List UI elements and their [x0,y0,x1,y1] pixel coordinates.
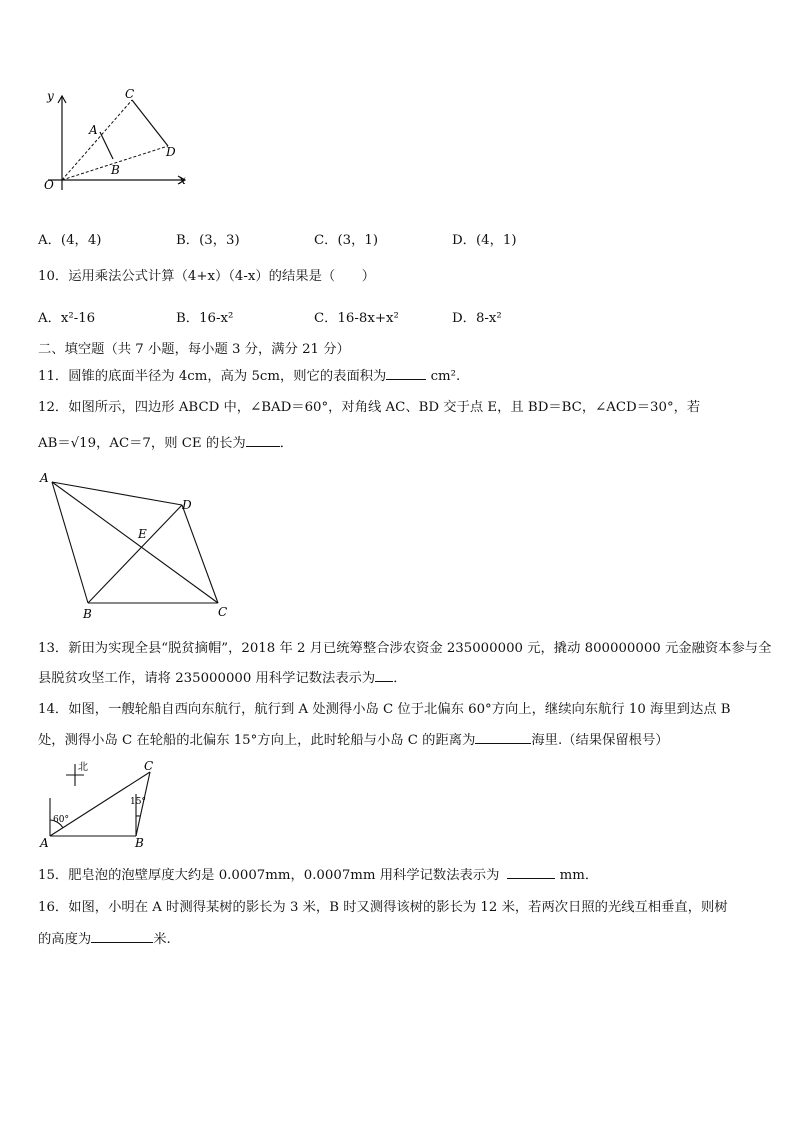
q14-line1: 14．如图，一艘轮船自西向东航行，航行到 A 处测得小岛 C 位于北偏东 60°方向上，继续向东航行 10 海里到达点 B [38,702,731,717]
q15-text: 15．肥皂泡的泡壁厚度大约是 0.0007mm，0.0007mm 用科学记数法表示为 [38,868,500,883]
angle-label-60: 60° [53,815,69,825]
q16-answer-blank[interactable] [91,930,153,943]
q13-line1: 13．新田为实现全县“脱贫摘帽”，2018 年 2 月已统筹整合涉农资金 235000000 元，撬动 800000000 元金融资本参与全 [38,641,772,656]
q12-period: ． [279,436,294,451]
q9-option-c: C．(3，1) [314,233,379,248]
q12-answer-blank[interactable] [246,434,280,447]
q10-option-a: A．x²-16 [38,311,96,326]
diagonal-bd [88,505,182,603]
label-x: x [179,173,186,187]
q10-text: 10．运用乘法公式计算（4+x）（4-x）的结果是（ ） [38,269,376,284]
q13-line2 [38,667,407,686]
q11-unit: cm². [426,369,461,384]
q9-option-a: A．(4，4) [38,233,102,248]
q11-answer-blank[interactable] [386,367,426,380]
label-a: A [89,123,98,137]
q13-period: ． [393,671,407,686]
dashed-oc [62,100,132,180]
q15 [38,864,598,883]
diagonal-ac [52,482,218,603]
q13-answer-blank[interactable] [375,669,393,682]
q14-line2 [38,729,669,748]
north-label: 北 [78,762,88,773]
q14-answer-blank[interactable] [475,731,531,744]
q16-text: 的高度为 [38,932,92,947]
q12-line1: 12．如图所示，四边形 ABCD 中，∠BAD＝60°，对角线 AC、BD 交于点 E，且 BD＝BC，∠ACD＝30°，若 [38,400,701,415]
label-c: C [144,759,154,773]
q16-tail: 米. [153,932,171,947]
label-o: O [44,178,54,192]
section-heading: 二、填空题（共 7 小题，每小题 3 分，满分 21 分） [38,342,350,357]
label-a: A [40,836,49,850]
q15-unit: mm． [555,868,599,883]
label-a: A [40,471,49,485]
q11-text: 11．圆锥的底面半径为 4cm，高为 5cm，则它的表面积为 [38,369,387,384]
figure-ship-island [38,758,168,850]
q16-line2 [38,928,171,947]
segment-ab [100,132,113,159]
q10-option-d: D．8-x² [452,311,502,326]
side-ba [52,482,88,603]
label-c: C [125,87,135,101]
label-c: C [218,605,228,619]
q14-text: 处，测得小岛 C 在轮船的北偏东 15°方向上，此时轮船与小岛 C 的距离为 [38,733,476,748]
angle-label-15: 15° [130,797,146,807]
q12-line2 [38,432,293,451]
q12-text: AB＝√19，AC＝7，则 CE 的长为 [38,436,246,451]
q15-answer-blank[interactable] [507,866,555,879]
label-y: y [47,89,54,103]
label-b: B [83,607,92,621]
q9-option-b: B．(3，3) [176,233,240,248]
q14-tail: 海里.（结果保留根号） [531,733,669,748]
figure-coordinate [38,86,198,196]
label-b: B [135,836,144,850]
label-e: E [138,527,147,541]
q11 [38,365,460,384]
segment-cd [132,100,168,146]
side-ad [52,482,182,505]
figure-quadrilateral [36,466,236,624]
q16-line1: 16．如图，小明在 A 时测得某树的影长为 3 米，B 时又测得该树的影长为 12 米，若两次日照的光线互相垂直，则树 [38,900,728,915]
label-b: B [111,163,120,177]
q9-option-d: D．(4，1) [452,233,517,248]
side-dc [182,505,218,603]
q13-text: 县脱贫攻坚工作，请将 235000000 用科学记数法表示为 [38,671,376,686]
label-d: D [166,145,176,159]
label-d: D [182,498,192,512]
q10-option-c: C．16-8x+x² [314,311,399,326]
q10-option-b: B．16-x² [176,311,234,326]
